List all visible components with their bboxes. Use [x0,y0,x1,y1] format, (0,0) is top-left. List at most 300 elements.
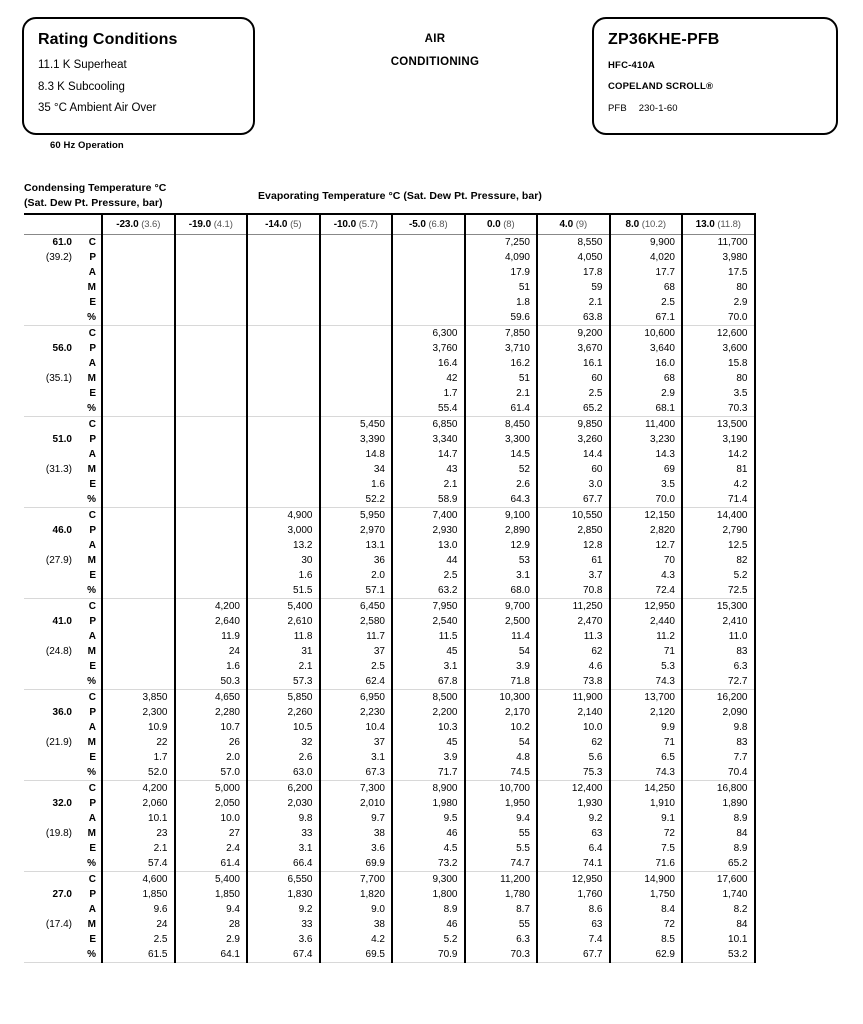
data-cell: 4.8 [465,750,538,765]
application-title [300,28,570,74]
data-cell: 5.3 [610,659,683,674]
metric-letter-M: M [80,280,102,295]
data-cell: 12,150 [610,508,683,524]
data-cell: 17.9 [465,265,538,280]
data-cell: 5,950 [320,508,393,524]
data-cell: 2,200 [392,705,465,720]
data-cell: 6,200 [247,781,320,797]
data-cell: 65.2 [537,401,610,417]
table-row [24,553,755,568]
data-cell [392,250,465,265]
data-cell: 3.7 [537,568,610,583]
row-label-spacer [24,841,80,856]
data-cell: 2.5 [320,659,393,674]
data-cell: 82 [682,553,755,568]
data-cell: 84 [682,826,755,841]
data-cell: 12,600 [682,326,755,342]
row-label-spacer [24,386,80,401]
data-cell: 10.5 [247,720,320,735]
metric-letter-P: P [80,341,102,356]
data-cell: 17,600 [682,872,755,888]
data-cell: 3,640 [610,341,683,356]
data-cell: 16,800 [682,781,755,797]
data-cell: 60 [537,371,610,386]
data-cell [102,492,175,508]
data-cell: 11.8 [247,629,320,644]
condensing-caption-line1: Condensing Temperature °C [24,182,167,194]
data-cell: 24 [175,644,248,659]
data-cell: 12,950 [537,872,610,888]
data-cell [175,447,248,462]
data-cell [102,417,175,433]
data-cell: 9.8 [682,720,755,735]
data-cell: 2.0 [175,750,248,765]
data-cell [320,265,393,280]
data-cell: 2.1 [247,659,320,674]
data-cell: 4,200 [102,781,175,797]
row-label-spacer [24,690,80,706]
data-cell: 1.7 [102,750,175,765]
data-cell: 14.5 [465,447,538,462]
column-header-temp: -23.0 [116,219,142,230]
data-cell: 11,900 [537,690,610,706]
table-row [24,523,755,538]
data-cell: 27 [175,826,248,841]
data-cell: 62 [537,644,610,659]
data-cell: 9,200 [537,326,610,342]
row-label-spacer [24,265,80,280]
data-cell: 45 [392,735,465,750]
column-header-pressure: (9) [575,219,588,230]
row-label-spacer [24,538,80,553]
table-row [24,250,755,265]
data-cell: 6.4 [537,841,610,856]
data-cell: 3,760 [392,341,465,356]
data-cell [102,250,175,265]
performance-table [24,213,756,963]
data-cell: 3,340 [392,432,465,447]
metric-letter-E: E [80,295,102,310]
data-cell [175,356,248,371]
data-cell: 8,900 [392,781,465,797]
evaporating-temperature-caption: Evaporating Temperature °C (Sat. Dew Pt. Pressure, bar) [258,190,542,202]
row-label-spacer [24,477,80,492]
data-cell: 10.1 [682,932,755,947]
data-cell: 9.9 [610,720,683,735]
data-cell [247,265,320,280]
application-title-line2: CONDITIONING [390,56,480,68]
column-header--5.0 [392,214,465,235]
data-cell: 38 [320,917,393,932]
data-cell: 71.4 [682,492,755,508]
data-cell: 58.9 [392,492,465,508]
data-cell [175,432,248,447]
data-cell [102,295,175,310]
row-label-spacer [24,583,80,599]
data-cell [102,599,175,615]
data-cell: 11.0 [682,629,755,644]
column-header-pressure: (5) [290,219,302,230]
data-cell: 5,850 [247,690,320,706]
data-cell [247,401,320,417]
data-cell: 3,190 [682,432,755,447]
data-cell [175,417,248,433]
data-cell: 6,450 [320,599,393,615]
table-row [24,629,755,644]
row-label-spacer [24,629,80,644]
data-cell [247,280,320,295]
rating-condition-superheat: 11.1 K Superheat [38,59,127,71]
data-cell: 3.1 [392,659,465,674]
condensing-pressure-label: (17.4) [45,919,72,930]
metric-letter-M: M [80,917,102,932]
data-cell [175,386,248,401]
data-cell: 2,970 [320,523,393,538]
brand-name: COPELAND SCROLL® [608,81,714,93]
condensing-temp-label: 32.0 [52,798,72,809]
data-cell: 2.1 [465,386,538,401]
column-header--10.0 [320,214,393,235]
data-cell: 51.5 [247,583,320,599]
table-row [24,447,755,462]
data-cell: 7.7 [682,750,755,765]
metric-letter-M: M [80,644,102,659]
data-cell [175,508,248,524]
data-cell [175,371,248,386]
table-row [24,538,755,553]
column-header--19.0 [175,214,248,235]
table-row [24,947,755,963]
data-cell: 15.8 [682,356,755,371]
data-cell: 10.2 [465,720,538,735]
condensing-pressure-label: (27.9) [45,555,72,566]
row-label-spacer [24,750,80,765]
data-cell: 75.3 [537,765,610,781]
row-label-spacer [24,310,80,326]
condensing-temp-label: 36.0 [52,707,72,718]
metric-letter-M: M [80,553,102,568]
data-cell: 70.0 [610,492,683,508]
data-cell: 2,790 [682,523,755,538]
data-cell [102,326,175,342]
data-cell: 68 [610,371,683,386]
row-label-spacer [24,674,80,690]
row-label-spacer [24,781,80,797]
row-label-spacer [24,568,80,583]
table-row [24,477,755,492]
table-row [24,310,755,326]
row-label-spacer [24,765,80,781]
table-row [24,508,755,524]
data-cell: 1,980 [392,796,465,811]
data-cell: 11,400 [610,417,683,433]
data-cell [175,295,248,310]
table-row [24,386,755,401]
data-cell: 8.9 [682,841,755,856]
data-cell: 74.5 [465,765,538,781]
data-cell: 5,400 [247,599,320,615]
data-cell: 83 [682,644,755,659]
data-cell: 71 [610,644,683,659]
data-cell [102,629,175,644]
data-cell: 3,390 [320,432,393,447]
data-cell: 16.2 [465,356,538,371]
data-cell: 1,760 [537,887,610,902]
data-cell: 4.5 [392,841,465,856]
data-cell: 5,000 [175,781,248,797]
row-label-spacer [24,902,80,917]
column-header-4.0 [537,214,610,235]
voltage-code: PFB [608,102,627,114]
row-label-spacer [24,811,80,826]
data-cell: 11.5 [392,629,465,644]
data-cell: 16.1 [537,356,610,371]
data-cell: 51 [465,280,538,295]
data-cell: 22 [102,735,175,750]
metric-letter-%: % [80,674,102,690]
table-row [24,462,755,477]
data-cell: 8.4 [610,902,683,917]
data-cell: 3.1 [465,568,538,583]
metric-letter-A: A [80,629,102,644]
metric-letter-M: M [80,462,102,477]
row-label-spacer [24,326,80,342]
data-cell: 64.1 [175,947,248,963]
data-cell: 63.0 [247,765,320,781]
metric-letter-%: % [80,492,102,508]
data-cell: 7,950 [392,599,465,615]
data-cell: 8.5 [610,932,683,947]
data-cell: 11,250 [537,599,610,615]
metric-letter-E: E [80,750,102,765]
table-row [24,280,755,295]
data-cell: 2,230 [320,705,393,720]
data-cell: 6,850 [392,417,465,433]
column-header-0.0 [465,214,538,235]
data-cell: 26 [175,735,248,750]
row-label-spacer [24,280,80,295]
metric-letter-%: % [80,583,102,599]
data-cell: 8.7 [465,902,538,917]
data-cell: 2.5 [102,932,175,947]
table-row [24,326,755,342]
data-cell: 1.7 [392,386,465,401]
metric-letter-C: C [80,508,102,524]
table-row [24,765,755,781]
data-cell: 1.6 [320,477,393,492]
table-header-row [24,214,755,235]
condensing-temp-label: 27.0 [52,889,72,900]
data-cell: 2,500 [465,614,538,629]
data-cell [320,235,393,251]
data-cell: 11.2 [610,629,683,644]
data-cell [175,235,248,251]
data-cell: 9,900 [610,235,683,251]
row-label-spacer [24,599,80,615]
data-cell [392,235,465,251]
data-cell: 57.1 [320,583,393,599]
data-cell: 63.2 [392,583,465,599]
data-cell: 14.4 [537,447,610,462]
data-cell: 17.7 [610,265,683,280]
data-cell: 2.4 [175,841,248,856]
data-cell: 67.7 [537,492,610,508]
column-header-temp: 8.0 [625,219,642,230]
data-cell: 15,300 [682,599,755,615]
table-row [24,705,755,720]
metric-letter-A: A [80,447,102,462]
data-cell: 2,010 [320,796,393,811]
data-cell [247,386,320,401]
data-cell: 69.5 [320,947,393,963]
data-cell: 1,800 [392,887,465,902]
data-cell: 2,300 [102,705,175,720]
data-cell [320,401,393,417]
data-cell [320,310,393,326]
data-cell: 9.6 [102,902,175,917]
data-cell: 70.8 [537,583,610,599]
data-cell: 4,200 [175,599,248,615]
data-cell [247,341,320,356]
data-cell: 8,450 [465,417,538,433]
data-cell [102,659,175,674]
performance-table-wrap [24,213,748,963]
data-cell: 3,600 [682,341,755,356]
data-cell: 3.1 [247,841,320,856]
metric-letter-E: E [80,932,102,947]
data-cell: 65.2 [682,856,755,872]
data-cell: 2,440 [610,614,683,629]
data-cell [175,341,248,356]
data-cell: 53 [465,553,538,568]
data-cell: 11.3 [537,629,610,644]
data-cell: 34 [320,462,393,477]
data-cell: 52.2 [320,492,393,508]
condensing-pressure-label: (21.9) [45,737,72,748]
data-cell: 81 [682,462,755,477]
data-cell: 3,850 [102,690,175,706]
data-cell: 1,740 [682,887,755,902]
data-cell: 9.5 [392,811,465,826]
electrical-spec [608,104,822,114]
table-row [24,614,755,629]
data-cell: 74.3 [610,674,683,690]
data-cell: 60 [537,462,610,477]
data-cell: 4.3 [610,568,683,583]
data-cell: 43 [392,462,465,477]
data-cell: 24 [102,917,175,932]
data-cell: 57.4 [102,856,175,872]
data-cell: 83 [682,735,755,750]
data-cell: 36 [320,553,393,568]
data-cell: 2.6 [465,477,538,492]
data-cell: 1.6 [175,659,248,674]
data-cell: 3.5 [610,477,683,492]
data-cell: 8.9 [392,902,465,917]
data-cell: 9,850 [537,417,610,433]
data-cell: 50.3 [175,674,248,690]
data-cell: 1,780 [465,887,538,902]
data-cell: 13.2 [247,538,320,553]
data-cell [175,492,248,508]
data-cell: 8.9 [682,811,755,826]
data-cell: 2.6 [247,750,320,765]
data-cell: 11.9 [175,629,248,644]
data-cell: 2.9 [175,932,248,947]
data-cell: 38 [320,826,393,841]
electrical-rating: 230-1-60 [638,102,678,114]
data-cell: 80 [682,371,755,386]
data-cell: 4,050 [537,250,610,265]
data-cell: 8.6 [537,902,610,917]
row-label-spacer [24,492,80,508]
data-cell: 2,140 [537,705,610,720]
data-cell: 1,850 [102,887,175,902]
data-cell: 17.5 [682,265,755,280]
metric-letter-E: E [80,568,102,583]
data-cell: 2,090 [682,705,755,720]
data-cell: 8,550 [537,235,610,251]
data-cell: 7,850 [465,326,538,342]
data-cell [102,386,175,401]
data-cell [392,280,465,295]
table-row [24,750,755,765]
data-cell: 67.1 [610,310,683,326]
metric-letter-A: A [80,902,102,917]
metric-letter-C: C [80,872,102,888]
data-cell [175,523,248,538]
data-cell: 1,950 [465,796,538,811]
data-cell: 12.8 [537,538,610,553]
data-cell: 2,060 [102,796,175,811]
table-row [24,826,755,841]
data-cell: 61 [537,553,610,568]
data-cell: 7,300 [320,781,393,797]
metric-letter-P: P [80,796,102,811]
data-cell [175,462,248,477]
column-header-temp: 0.0 [486,219,504,230]
data-cell: 6.3 [682,659,755,674]
data-cell: 2,280 [175,705,248,720]
data-cell: 57.3 [247,674,320,690]
metric-letter-P: P [80,432,102,447]
data-cell [102,371,175,386]
column-header-8.0 [610,214,683,235]
data-cell [320,386,393,401]
data-cell: 1,750 [610,887,683,902]
column-header-temp: -5.0 [408,219,429,230]
data-cell [175,250,248,265]
data-cell: 7.5 [610,841,683,856]
data-cell: 72 [610,826,683,841]
condensing-pressure-label: (19.8) [45,828,72,839]
data-cell [320,250,393,265]
data-cell: 1,850 [175,887,248,902]
data-cell: 3.1 [320,750,393,765]
refrigerant-type: HFC-410A [608,60,655,71]
column-header-temp: -14.0 [265,219,291,230]
data-cell: 72.4 [610,583,683,599]
metric-letter-P: P [80,614,102,629]
data-cell: 16.0 [610,356,683,371]
row-label-spacer [24,659,80,674]
condensing-temperature-caption [24,181,166,211]
data-cell: 70.4 [682,765,755,781]
table-row [24,401,755,417]
data-cell [102,477,175,492]
metric-letter-%: % [80,856,102,872]
data-cell: 6,300 [392,326,465,342]
